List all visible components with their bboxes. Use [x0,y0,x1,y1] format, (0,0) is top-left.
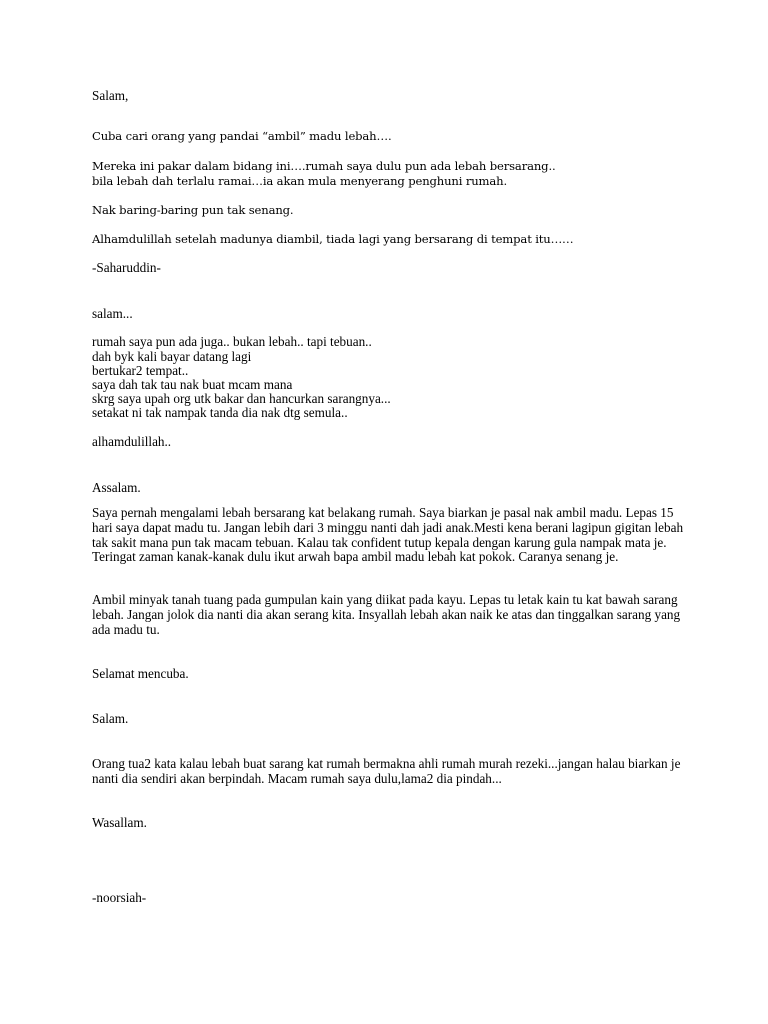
post-1-line-3: bila lebah dah terlalu ramai…ia akan mula menyerang penghuni rumah. [92,174,507,188]
post-1-line-4: Nak baring-baring pun tak senang. [92,203,294,217]
post-3-line-3: tak sakit mana pun tak macam tebuan. Kalau tak confident tutup kepala dengan karung gula nampak mata je. [92,535,667,550]
post-4-line-1: Orang tua2 kata kalau lebah buat sarang kat rumah bermakna ahli rumah murah rezeki...jangan halau biarkan je [92,756,681,771]
post-4-greeting: Salam. [92,711,129,726]
post-3-greeting: Assalam. [92,480,141,495]
post-2-closing: alhamdulillah.. [92,434,172,449]
post-1-line-2: Mereka ini pakar dalam bidang ini….rumah saya dulu pun ada lebah bersarang.. [92,159,556,173]
post-3-line-6: lebah. Jangan jolok dia nanti dia akan serang kita. Insyallah lebah akan naik ke atas dan tinggalkan sarang yang [92,607,681,622]
post-2-line-4: saya dah tak tau nak buat mcam mana [92,377,293,392]
post-1-signature: -Saharuddin- [92,260,161,275]
greeting-salam: Salam, [92,88,129,103]
post-2-line-2: dah byk kali bayar datang lagi [92,349,252,364]
post-4-closing: Wasallam. [92,815,147,830]
post-2-greeting: salam... [92,306,133,321]
post-3-line-2: hari saya dapat madu tu. Jangan lebih dari 3 minggu nanti dah jadi anak.Mesti kena berani lagipun gigitan lebah [92,520,684,535]
post-4-signature: -noorsiah- [92,890,147,905]
post-2-line-6: setakat ni tak nampak tanda dia nak dtg semula.. [92,405,348,420]
post-1-line-5: Alhamdulillah setelah madunya diambil, tiada lagi yang bersarang di tempat itu…… [92,232,574,246]
post-1-line-1: Cuba cari orang yang pandai “ambil” madu lebah…. [92,129,392,143]
post-2-line-5: skrg saya upah org utk bakar dan hancurkan sarangnya... [92,391,391,406]
post-3-line-1: Saya pernah mengalami lebah bersarang kat belakang rumah. Saya biarkan je pasal nak ambil madu. Lepas 15 [92,505,674,520]
post-3-line-4: Teringat zaman kanak-kanak dulu ikut arwah bapa ambil madu lebah kat pokok. Caranya senang je. [92,549,619,564]
post-3-line-7: ada madu tu. [92,622,160,637]
post-2-line-1: rumah saya pun ada juga.. bukan lebah.. tapi tebuan.. [92,334,372,349]
post-3-line-5: Ambil minyak tanah tuang pada gumpulan kain yang diikat pada kayu. Lepas tu letak kain tu kat bawah sarang [92,592,678,607]
post-3-closing: Selamat mencuba. [92,666,189,681]
post-4-line-2: nanti dia sendiri akan berpindah. Macam rumah saya dulu,lama2 dia pindah... [92,771,502,786]
post-2-line-3: bertukar2 tempat.. [92,363,189,378]
